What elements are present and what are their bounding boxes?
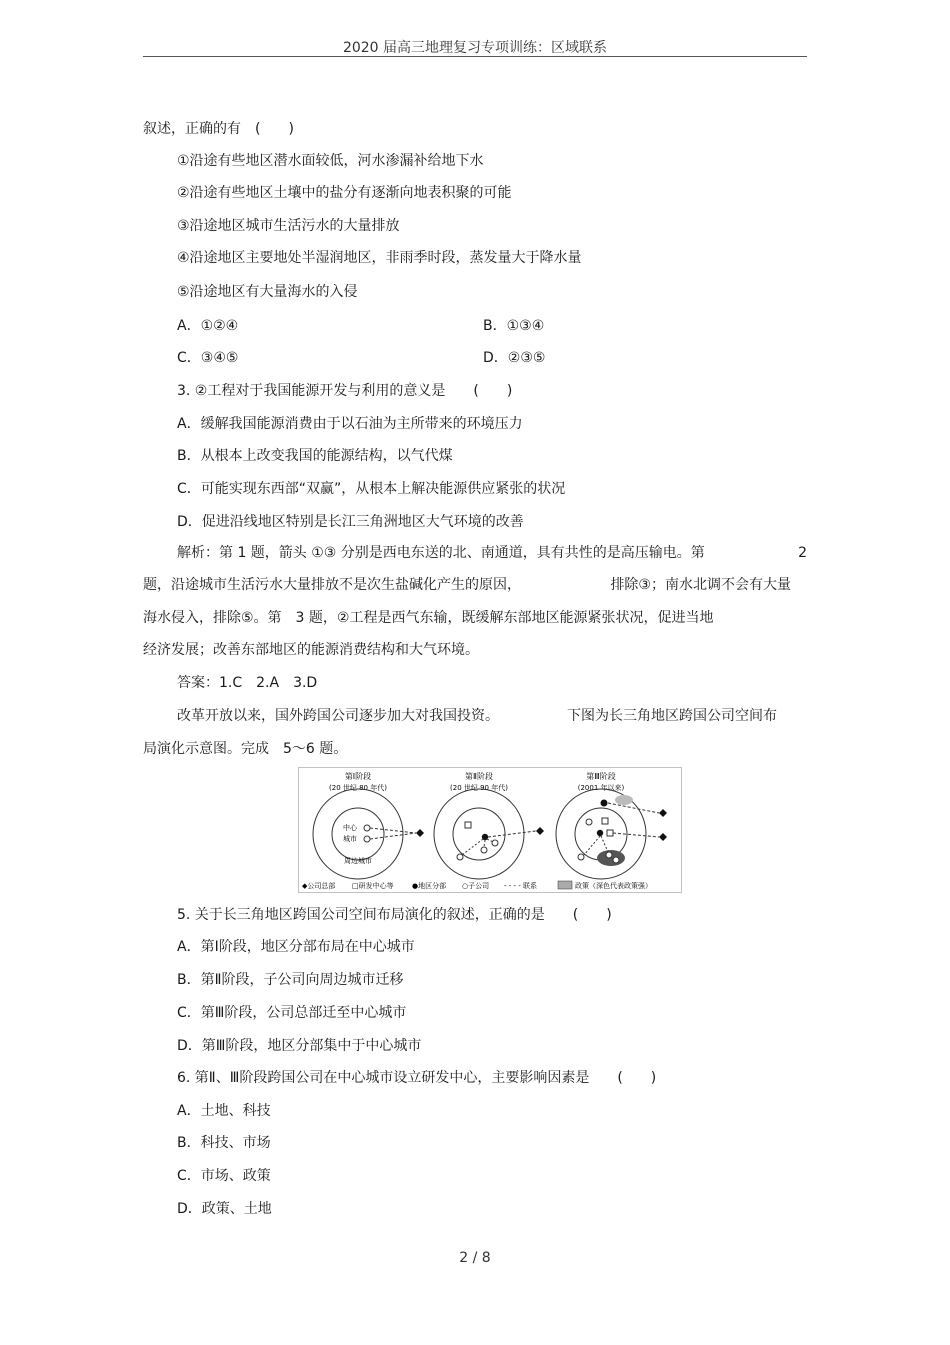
analysis-line-1-right: 2 — [798, 545, 807, 561]
analysis-line-2-left: 题，沿途城市生活污水大量排放不是次生盐碱化产生的原因， — [143, 577, 521, 593]
q2-item-4: ④沿途地区主要地处半湿润地区，非雨季时段，蒸发量大于降水量 — [177, 250, 582, 266]
q6-option-d: D．政策、土地 — [177, 1201, 272, 1217]
subsidiary-icon — [457, 854, 463, 860]
intro-line-1-right: 下图为长三角地区跨国公司空间布 — [567, 708, 777, 724]
policy-area-light — [615, 795, 633, 805]
q3-option-a: A．缓解我国能源消费由于以石油为主所带来的环境压力 — [177, 416, 523, 432]
center-city-label-2: 城市 — [343, 835, 357, 843]
figure-svg — [298, 767, 682, 893]
q6-stem: 6. 第Ⅱ、Ⅲ阶段跨国公司在中心城市设立研发中心，主要影响因素是 ( ) — [177, 1070, 657, 1086]
q5-stem: 5. 关于长三角地区跨国公司空间布局演化的叙述，正确的是 ( ) — [177, 907, 612, 923]
outer-city-label: 周边城市 — [344, 857, 372, 865]
q2-item-5: ⑤沿途地区有大量海水的入侵 — [177, 284, 358, 300]
intro-line-1 — [177, 706, 777, 726]
legend-subsidiary: ○子公司 — [462, 882, 490, 890]
legend-branch: ●地区分部 — [412, 882, 447, 890]
q2-item-1: ①沿途有些地区潜水面较低，河水渗漏补给地下水 — [177, 153, 484, 169]
q5-option-b: B．第Ⅱ阶段，子公司向周边城市迁移 — [177, 972, 404, 988]
subsidiary-icon — [481, 847, 487, 853]
branch-icon — [597, 830, 603, 836]
legend-link: - - - - 联系 — [504, 882, 538, 890]
stage-1-title: 第Ⅰ阶段 — [344, 772, 372, 781]
q3-option-c: C．可能实现东西部“双赢”，从根本上解决能源供应紧张的状况 — [177, 481, 566, 497]
rd-center-icon — [607, 830, 613, 836]
analysis-line-1-left: 解析：第 1 题，箭头 ①③ 分别是西电东送的北、南通道，具有共性的是高压输电。第 — [177, 545, 705, 561]
q6-option-b: B．科技、市场 — [177, 1135, 271, 1151]
q2-item-3: ③沿途地区城市生活污水的大量排放 — [177, 218, 400, 234]
legend-rd: □研发中心等 — [352, 882, 394, 890]
stage-3-title: 第Ⅲ阶段 — [586, 772, 616, 781]
q3-stem: 3. ②工程对于我国能源开发与利用的意义是 ( ) — [177, 383, 513, 399]
subsidiary-icon — [606, 852, 612, 858]
subsidiary-icon — [578, 854, 584, 860]
q2-item-2: ②沿途有些地区土壤中的盐分有逐渐向地表积聚的可能 — [177, 185, 512, 201]
answer-line: 答案：1.C 2.A 3.D — [177, 675, 318, 691]
legend-policy: 政策（深色代表政策强） — [575, 882, 652, 890]
legend-hq: ◆公司总部 — [302, 882, 336, 890]
subsidiary-icon — [492, 840, 498, 846]
q5-option-d: D．第Ⅲ阶段，地区分部集中于中心城市 — [177, 1038, 422, 1054]
rd-center-icon — [465, 822, 471, 828]
q2-option-c: C．③④⑤ — [177, 350, 239, 366]
intro-line-2: 局演化示意图。完成 5～6 题。 — [143, 741, 348, 757]
subsidiary-icon — [586, 819, 592, 825]
stage-3-period: (2001 年以来) — [577, 784, 625, 792]
analysis-line-4: 经济发展；改善东部地区的能源消费结构和大气环境。 — [143, 642, 479, 658]
analysis-line-1 — [177, 543, 807, 563]
analysis-line-2-right: 排除③；南水北调不会有大量 — [610, 577, 791, 593]
stage-1-period: (20 世纪 80 年代) — [329, 784, 387, 792]
subsidiary-icon — [364, 836, 370, 842]
q3-option-d: D．促进沿线地区特别是长江三角洲地区大气环境的改善 — [177, 514, 524, 530]
q2-option-a: A．①②④ — [177, 318, 239, 334]
q5-option-c: C．第Ⅲ阶段，公司总部迁至中心城市 — [177, 1005, 407, 1021]
rd-center-icon — [602, 818, 608, 824]
subsidiary-icon — [613, 857, 619, 863]
intro-line-1-left: 改革开放以来，国外跨国公司逐步加大对我国投资。 — [177, 708, 499, 724]
page-header: 2020 届高三地理复习专项训练：区域联系 — [342, 40, 608, 56]
center-city-label-1: 中心 — [343, 824, 357, 832]
q5-option-a: A．第Ⅰ阶段，地区分部布局在中心城市 — [177, 939, 415, 955]
layout-evolution-figure — [298, 767, 682, 893]
header-rule — [143, 56, 807, 57]
q3-option-b: B．从根本上改变我国的能源结构，以气代煤 — [177, 448, 453, 464]
analysis-line-2 — [143, 575, 791, 595]
q2-option-d: D．②③⑤ — [483, 350, 546, 366]
q6-option-c: C．市场、政策 — [177, 1168, 271, 1184]
q2-intro: 叙述，正确的有 ( ) — [143, 121, 294, 137]
legend-policy-swatch — [558, 881, 572, 889]
stage-2-period: (20 世纪 90 年代) — [450, 784, 508, 792]
stage-2-title: 第Ⅱ阶段 — [465, 772, 493, 781]
subsidiary-icon — [364, 825, 370, 831]
analysis-line-3: 海水侵入，排除⑤。第 3 题，②工程是西气东输，既缓解东部地区能源紧张状况，促进当地 — [143, 610, 714, 626]
q6-option-a: A．土地、科技 — [177, 1103, 271, 1119]
branch-icon — [601, 800, 608, 807]
page-number: 2 / 8 — [459, 1250, 491, 1266]
q2-option-b: B．①③④ — [483, 318, 545, 334]
